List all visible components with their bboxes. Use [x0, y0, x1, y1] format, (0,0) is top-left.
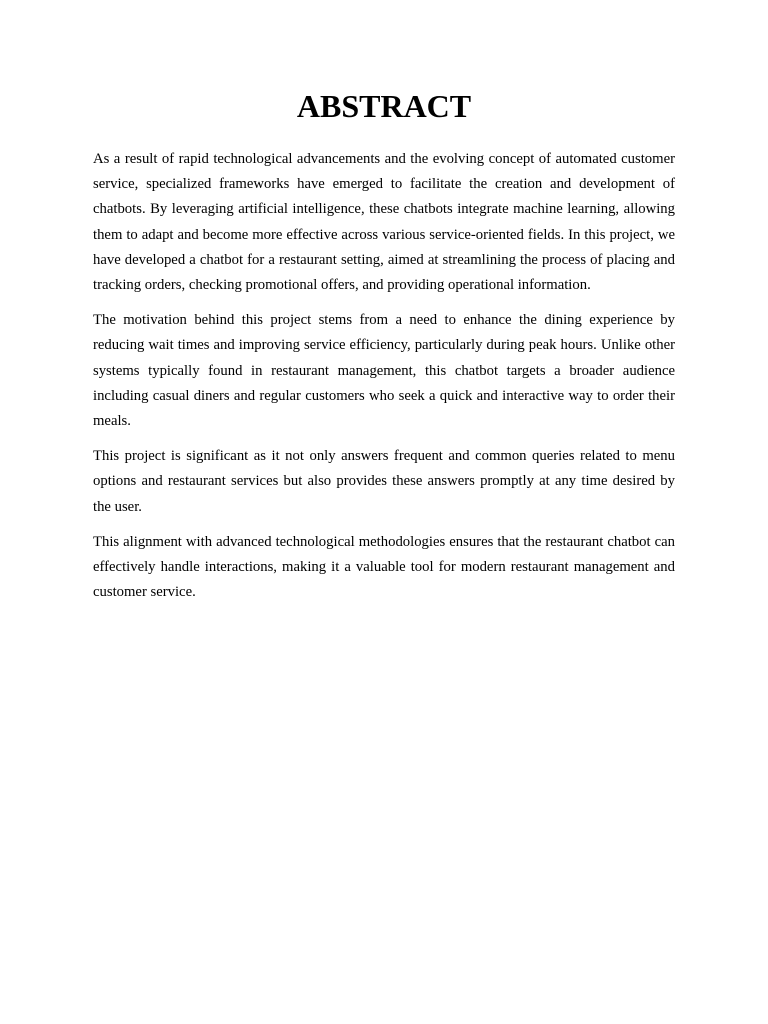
- abstract-paragraph-1: As a result of rapid technological advancements and the evolving concept of automated customer service, specialized frameworks have emerged to facilitate the creation and development of chatbots. By leveraging artificial intelligence, these chatbots integrate machine learning, allowing them to adapt and become more effective across various service-oriented fields. In this project, we have developed a chatbot for a restaurant setting, aimed at streamlining the process of placing and tracking orders, checking promotional offers, and providing operational information.: [93, 151, 675, 294]
- page-title: ABSTRACT: [296, 88, 472, 124]
- abstract-paragraph-3: This project is significant as it not only answers frequent and common queries related to menu options and restaurant services but also provides these answers promptly at any time desired by the user.: [93, 448, 675, 515]
- abstract-paragraph-2: The motivation behind this project stems from a need to enhance the dining experience by reducing wait times and improving service efficiency, particularly during peak hours. Unlike other systems typically found in restaurant management, this chatbot targets a broader audience including casual diners and regular customers who seek a quick and interactive way to order their meals.: [93, 312, 675, 430]
- abstract-body: [93, 147, 675, 615]
- abstract-paragraph-4: This alignment with advanced technological methodologies ensures that the restaurant chatbot can effectively handle interactions, making it a valuable tool for modern restaurant management and customer service.: [93, 533, 675, 601]
